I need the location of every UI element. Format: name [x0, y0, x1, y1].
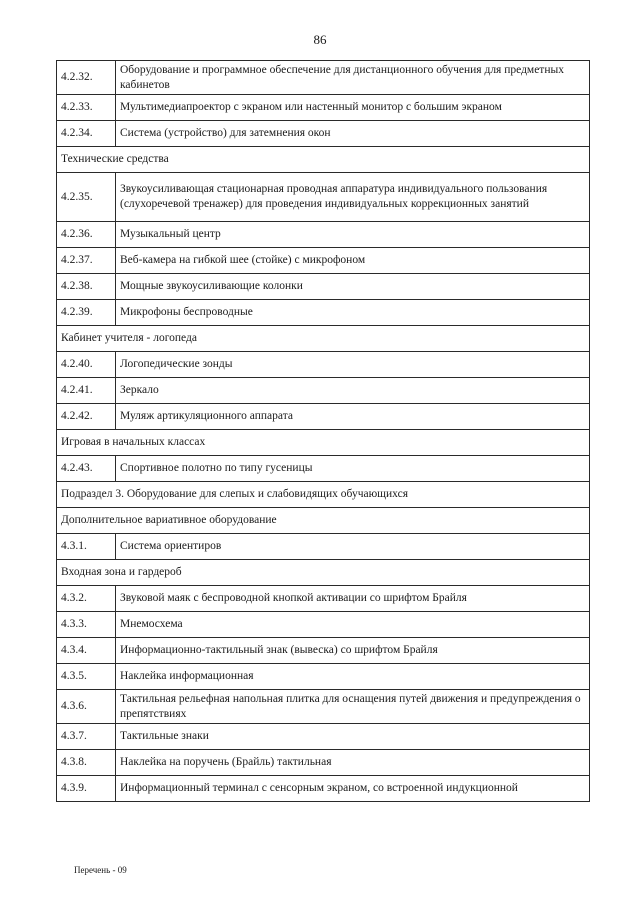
item-description: Мультимедиапроектор с экраном или настенный монитор с большим экраном — [116, 95, 590, 121]
item-description: Муляж артикуляционного аппарата — [116, 404, 590, 430]
item-code: 4.3.9. — [57, 776, 116, 802]
table-row — [57, 61, 590, 95]
section-header-row — [57, 147, 590, 173]
page-number: 86 — [313, 32, 327, 47]
item-description: Тактильные знаки — [116, 724, 590, 750]
item-description: Мощные звукоусиливающие колонки — [116, 274, 590, 300]
item-code: 4.2.39. — [57, 300, 116, 326]
item-description: Оборудование и программное обеспечение для дистанционного обучения для предметных кабинетов — [116, 61, 590, 95]
item-description: Веб-камера на гибкой шее (стойке) с микрофоном — [116, 248, 590, 274]
section-header-row — [57, 430, 590, 456]
table-row — [57, 352, 590, 378]
item-description: Мнемосхема — [116, 612, 590, 638]
item-description: Наклейка информационная — [116, 664, 590, 690]
table-row — [57, 274, 590, 300]
table-row — [57, 750, 590, 776]
table-row — [57, 612, 590, 638]
equipment-table — [56, 60, 590, 802]
table-row — [57, 300, 590, 326]
item-code: 4.3.2. — [57, 586, 116, 612]
item-code: 4.2.41. — [57, 378, 116, 404]
equipment-table-body — [57, 61, 590, 802]
section-title: Игровая в начальных классах — [57, 430, 590, 456]
table-row — [57, 776, 590, 802]
table-row — [57, 724, 590, 750]
section-title: Кабинет учителя - логопеда — [57, 326, 590, 352]
item-description: Звукоусиливающая стационарная проводная аппаратура индивидуального пользования (слухоречевой тренажер) для проведения индивидуальных коррекционных занятий — [116, 173, 590, 222]
item-description: Музыкальный центр — [116, 222, 590, 248]
item-description: Система (устройство) для затемнения окон — [116, 121, 590, 147]
section-header-row — [57, 560, 590, 586]
item-code: 4.3.4. — [57, 638, 116, 664]
item-code: 4.2.35. — [57, 173, 116, 222]
section-header-row — [57, 482, 590, 508]
item-code: 4.2.32. — [57, 61, 116, 95]
item-description: Информационный терминал с сенсорным экраном, со встроенной индукционной — [116, 776, 590, 802]
table-row — [57, 534, 590, 560]
table-row — [57, 121, 590, 147]
item-description: Зеркало — [116, 378, 590, 404]
section-title: Дополнительное вариативное оборудование — [57, 508, 590, 534]
item-code: 4.3.5. — [57, 664, 116, 690]
item-description: Информационно-тактильный знак (вывеска) со шрифтом Брайля — [116, 638, 590, 664]
section-title: Подраздел 3. Оборудование для слепых и слабовидящих обучающихся — [57, 482, 590, 508]
item-code: 4.2.36. — [57, 222, 116, 248]
item-code: 4.3.7. — [57, 724, 116, 750]
table-row — [57, 638, 590, 664]
item-code: 4.2.42. — [57, 404, 116, 430]
item-description: Система ориентиров — [116, 534, 590, 560]
table-row — [57, 378, 590, 404]
item-code: 4.2.38. — [57, 274, 116, 300]
item-description: Спортивное полотно по типу гусеницы — [116, 456, 590, 482]
item-description: Логопедические зонды — [116, 352, 590, 378]
table-row — [57, 690, 590, 724]
table-row — [57, 664, 590, 690]
table-row — [57, 248, 590, 274]
section-header-row — [57, 326, 590, 352]
table-row — [57, 404, 590, 430]
item-description: Микрофоны беспроводные — [116, 300, 590, 326]
table-row — [57, 173, 590, 222]
table-row — [57, 95, 590, 121]
item-description: Наклейка на поручень (Брайль) тактильная — [116, 750, 590, 776]
table-row — [57, 456, 590, 482]
item-description: Звуковой маяк с беспроводной кнопкой активации со шрифтом Брайля — [116, 586, 590, 612]
section-title: Входная зона и гардероб — [57, 560, 590, 586]
section-header-row — [57, 508, 590, 534]
section-title: Технические средства — [57, 147, 590, 173]
item-code: 4.2.40. — [57, 352, 116, 378]
footer-document-code: Перечень - 09 — [74, 865, 127, 875]
table-row — [57, 222, 590, 248]
item-description: Тактильная рельефная напольная плитка для оснащения путей движения и предупреждения о препятствиях — [116, 690, 590, 724]
item-code: 4.2.33. — [57, 95, 116, 121]
table-row — [57, 586, 590, 612]
item-code: 4.3.1. — [57, 534, 116, 560]
item-code: 4.2.37. — [57, 248, 116, 274]
item-code: 4.2.34. — [57, 121, 116, 147]
item-code: 4.3.8. — [57, 750, 116, 776]
item-code: 4.2.43. — [57, 456, 116, 482]
item-code: 4.3.6. — [57, 690, 116, 724]
item-code: 4.3.3. — [57, 612, 116, 638]
